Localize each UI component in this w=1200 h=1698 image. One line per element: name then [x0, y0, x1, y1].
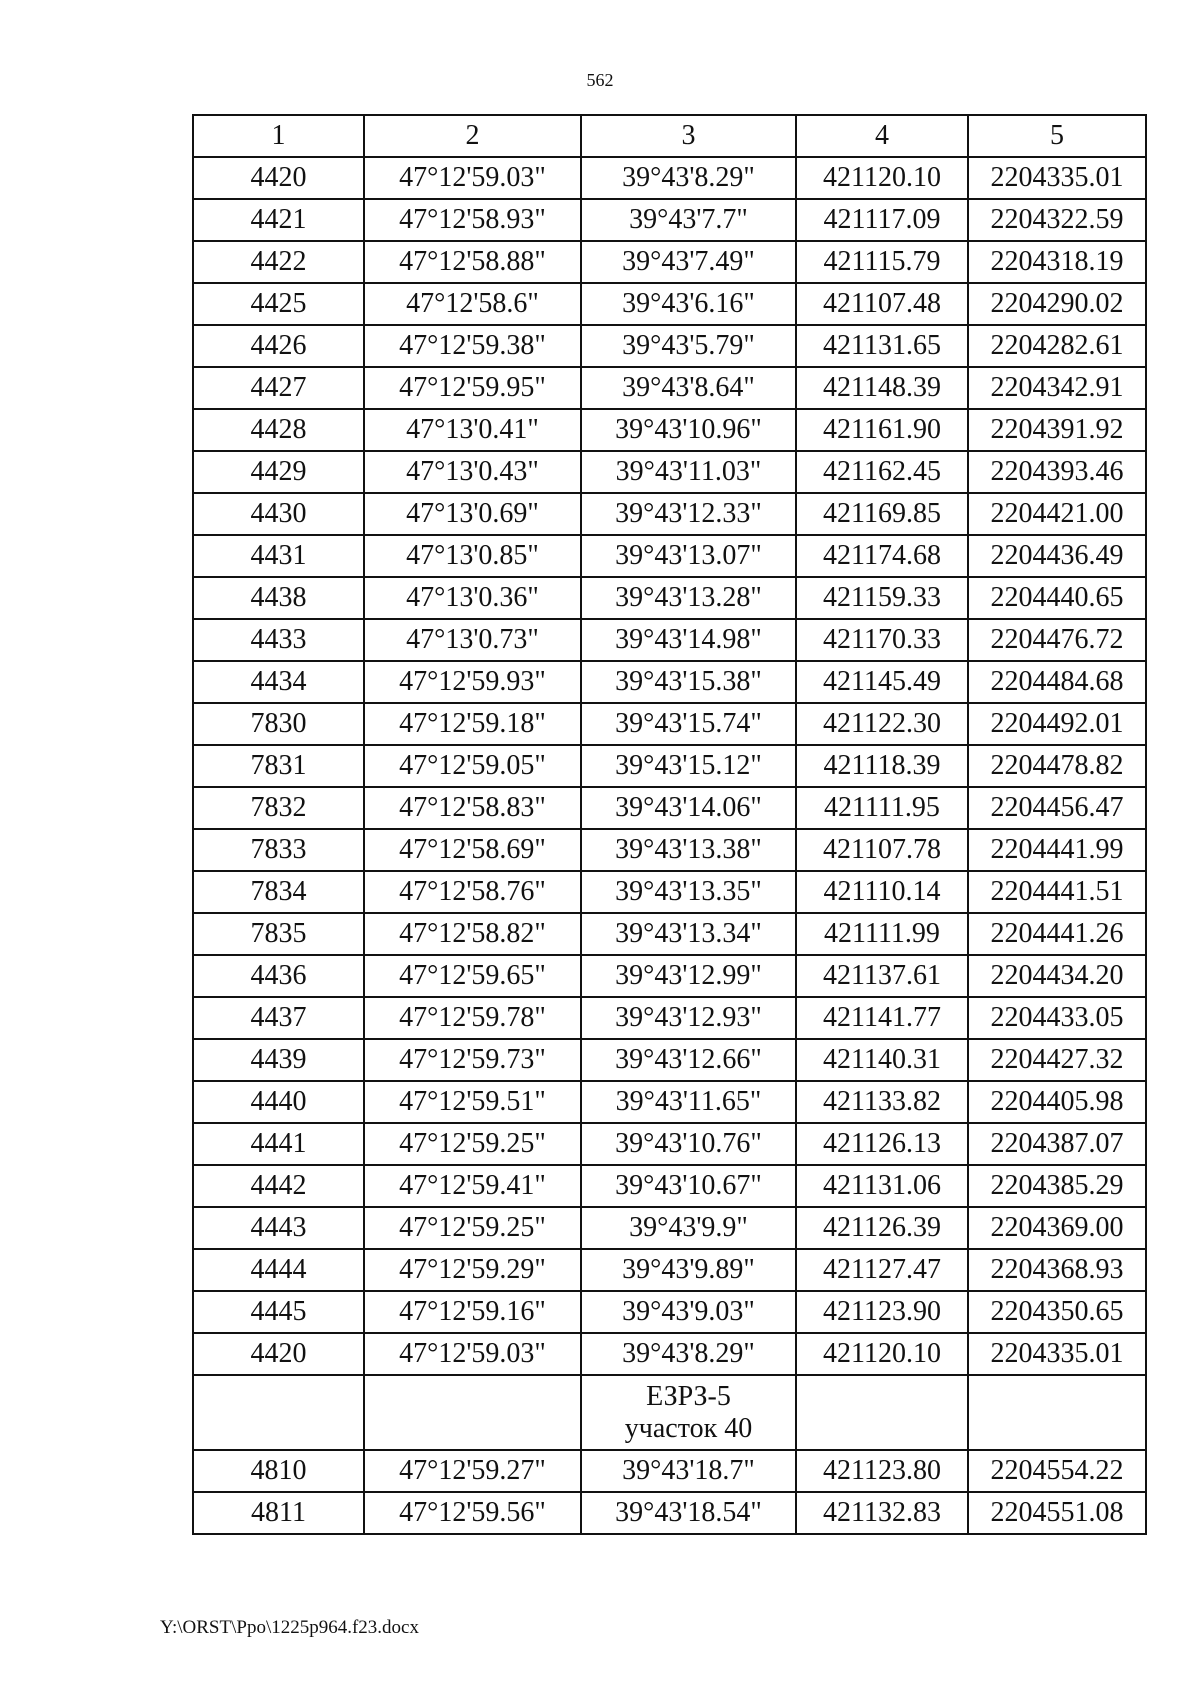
table-cell: 39°43'13.38": [581, 829, 796, 871]
table-cell: 2204441.51: [968, 871, 1146, 913]
table-cell: 39°43'9.89": [581, 1249, 796, 1291]
table-cell: 7834: [193, 871, 364, 913]
table-cell: 47°12'59.29": [364, 1249, 581, 1291]
empty-cell: [364, 1375, 581, 1450]
table-cell: 7830: [193, 703, 364, 745]
table-cell: 2204484.68: [968, 661, 1146, 703]
table-cell: 421126.13: [796, 1123, 968, 1165]
table-cell: 4422: [193, 241, 364, 283]
table-cell: 2204554.22: [968, 1450, 1146, 1492]
table-row: [193, 955, 1146, 997]
table-cell: 39°43'12.93": [581, 997, 796, 1039]
table-cell: 4437: [193, 997, 364, 1039]
table-cell: 421126.39: [796, 1207, 968, 1249]
table-cell: 39°43'12.66": [581, 1039, 796, 1081]
table-cell: 47°12'59.41": [364, 1165, 581, 1207]
table-cell: 421141.77: [796, 997, 968, 1039]
table-cell: 39°43'15.12": [581, 745, 796, 787]
table-cell: 47°12'58.69": [364, 829, 581, 871]
table-cell: 47°12'59.03": [364, 1333, 581, 1375]
table-row: [193, 1249, 1146, 1291]
table-cell: 39°43'12.33": [581, 493, 796, 535]
table-row: [193, 157, 1146, 199]
table-cell: 2204434.20: [968, 955, 1146, 997]
table-row: [193, 703, 1146, 745]
table-cell: 47°12'59.03": [364, 157, 581, 199]
table-row: [193, 367, 1146, 409]
table-cell: 4433: [193, 619, 364, 661]
table-cell: 47°12'59.56": [364, 1492, 581, 1534]
table-row: [193, 409, 1146, 451]
empty-cell: [193, 1375, 364, 1450]
table-row: [193, 283, 1146, 325]
table-cell: 39°43'9.9": [581, 1207, 796, 1249]
table-cell: 2204492.01: [968, 703, 1146, 745]
table-cell: 421111.99: [796, 913, 968, 955]
table-row: [193, 1123, 1146, 1165]
table-row: [193, 241, 1146, 283]
table-cell: 47°12'58.76": [364, 871, 581, 913]
table-cell: 4445: [193, 1291, 364, 1333]
table-cell: 421107.78: [796, 829, 968, 871]
column-header: 2: [364, 115, 581, 157]
table-cell: 4440: [193, 1081, 364, 1123]
table-row: [193, 1291, 1146, 1333]
table-cell: 47°12'59.65": [364, 955, 581, 997]
table-cell: 39°43'8.29": [581, 157, 796, 199]
table-cell: 39°43'10.96": [581, 409, 796, 451]
section-header-row: [193, 1375, 1146, 1450]
table-cell: 2204335.01: [968, 1333, 1146, 1375]
table-cell: 39°43'18.54": [581, 1492, 796, 1534]
table-cell: 4438: [193, 577, 364, 619]
table-cell: 39°43'13.34": [581, 913, 796, 955]
table-row: [193, 199, 1146, 241]
table-cell: 2204342.91: [968, 367, 1146, 409]
table-cell: 2204385.29: [968, 1165, 1146, 1207]
section-title: ЕЗРЗ-5: [646, 1380, 731, 1412]
table-cell: 421162.45: [796, 451, 968, 493]
table-cell: 47°12'59.78": [364, 997, 581, 1039]
table-body: [193, 157, 1146, 1534]
table-cell: 421159.33: [796, 577, 968, 619]
table-cell: 47°13'0.73": [364, 619, 581, 661]
table-cell: 47°12'59.05": [364, 745, 581, 787]
table-row: [193, 1039, 1146, 1081]
table-cell: 39°43'13.28": [581, 577, 796, 619]
table-cell: 47°12'59.51": [364, 1081, 581, 1123]
table-row: [193, 535, 1146, 577]
table-cell: 47°12'59.16": [364, 1291, 581, 1333]
table-header-row: [193, 115, 1146, 157]
table-cell: 4429: [193, 451, 364, 493]
table-cell: 47°12'59.25": [364, 1207, 581, 1249]
table-cell: 4428: [193, 409, 364, 451]
table-cell: 4434: [193, 661, 364, 703]
table-cell: 4431: [193, 535, 364, 577]
column-header: 5: [968, 115, 1146, 157]
table-cell: 2204441.26: [968, 913, 1146, 955]
table-cell: 47°12'58.82": [364, 913, 581, 955]
table-cell: 4420: [193, 157, 364, 199]
table-cell: 2204456.47: [968, 787, 1146, 829]
table-cell: 4427: [193, 367, 364, 409]
table-cell: 39°43'13.07": [581, 535, 796, 577]
column-header: 1: [193, 115, 364, 157]
table-row: [193, 913, 1146, 955]
table-cell: 2204368.93: [968, 1249, 1146, 1291]
table-cell: 39°43'15.38": [581, 661, 796, 703]
table-row: [193, 997, 1146, 1039]
table-cell: 2204318.19: [968, 241, 1146, 283]
footer-file-path: Y:\ORST\Ppo\1225p964.f23.docx: [160, 1617, 419, 1638]
table-cell: 47°12'58.88": [364, 241, 581, 283]
table-cell: 39°43'15.74": [581, 703, 796, 745]
table-row: [193, 829, 1146, 871]
table-row: [193, 577, 1146, 619]
table-cell: 7835: [193, 913, 364, 955]
table-row: [193, 1165, 1146, 1207]
table-cell: 4436: [193, 955, 364, 997]
section-title-cell: [581, 1375, 796, 1450]
table-row: [193, 619, 1146, 661]
table-cell: 4443: [193, 1207, 364, 1249]
table-cell: 421169.85: [796, 493, 968, 535]
empty-cell: [968, 1375, 1146, 1450]
section-subtitle: участок 40: [624, 1412, 753, 1444]
table-cell: 2204433.05: [968, 997, 1146, 1039]
table-cell: 2204436.49: [968, 535, 1146, 577]
table-cell: 421115.79: [796, 241, 968, 283]
table-cell: 47°12'58.83": [364, 787, 581, 829]
table-cell: 2204335.01: [968, 157, 1146, 199]
table-cell: 47°12'59.38": [364, 325, 581, 367]
table-row: [193, 451, 1146, 493]
table-cell: 421133.82: [796, 1081, 968, 1123]
table-row: [193, 871, 1146, 913]
table-cell: 47°13'0.41": [364, 409, 581, 451]
table-cell: 421137.61: [796, 955, 968, 997]
table-cell: 47°12'59.93": [364, 661, 581, 703]
table-cell: 421117.09: [796, 199, 968, 241]
empty-cell: [796, 1375, 968, 1450]
table-cell: 421122.30: [796, 703, 968, 745]
table-cell: 47°13'0.85": [364, 535, 581, 577]
table-cell: 47°12'59.25": [364, 1123, 581, 1165]
table-cell: 421127.47: [796, 1249, 968, 1291]
table-row: [193, 787, 1146, 829]
table-cell: 39°43'11.65": [581, 1081, 796, 1123]
table-cell: 47°13'0.36": [364, 577, 581, 619]
table-cell: 47°12'58.93": [364, 199, 581, 241]
table-cell: 4439: [193, 1039, 364, 1081]
table-cell: 2204405.98: [968, 1081, 1146, 1123]
table-cell: 421107.48: [796, 283, 968, 325]
table-cell: 39°43'18.7": [581, 1450, 796, 1492]
table-row: [193, 1207, 1146, 1249]
table-cell: 2204391.92: [968, 409, 1146, 451]
table-cell: 7831: [193, 745, 364, 787]
table-cell: 421111.95: [796, 787, 968, 829]
table-row: [193, 325, 1146, 367]
table-cell: 2204369.00: [968, 1207, 1146, 1249]
table-cell: 421118.39: [796, 745, 968, 787]
table-cell: 2204441.99: [968, 829, 1146, 871]
table-cell: 39°43'14.06": [581, 787, 796, 829]
table-row: [193, 1492, 1146, 1534]
table-cell: 4421: [193, 199, 364, 241]
table-cell: 4810: [193, 1450, 364, 1492]
table-cell: 2204322.59: [968, 199, 1146, 241]
page-number: 562: [586, 70, 614, 90]
table-cell: 39°43'5.79": [581, 325, 796, 367]
table-cell: 421123.90: [796, 1291, 968, 1333]
table-cell: 2204476.72: [968, 619, 1146, 661]
table-cell: 2204350.65: [968, 1291, 1146, 1333]
table-cell: 39°43'9.03": [581, 1291, 796, 1333]
table-cell: 47°13'0.69": [364, 493, 581, 535]
table-cell: 47°12'58.6": [364, 283, 581, 325]
table-cell: 2204427.32: [968, 1039, 1146, 1081]
table-cell: 4425: [193, 283, 364, 325]
table-cell: 4441: [193, 1123, 364, 1165]
table-cell: 4442: [193, 1165, 364, 1207]
table-row: [193, 1450, 1146, 1492]
table-cell: 2204478.82: [968, 745, 1146, 787]
table-cell: 421131.06: [796, 1165, 968, 1207]
table-row: [193, 493, 1146, 535]
table-cell: 7832: [193, 787, 364, 829]
table-cell: 421132.83: [796, 1492, 968, 1534]
table-cell: 39°43'8.64": [581, 367, 796, 409]
table-cell: 39°43'14.98": [581, 619, 796, 661]
column-header: 4: [796, 115, 968, 157]
table-cell: 2204387.07: [968, 1123, 1146, 1165]
table-cell: 7833: [193, 829, 364, 871]
table-cell: 421174.68: [796, 535, 968, 577]
table-cell: 2204440.65: [968, 577, 1146, 619]
table-cell: 39°43'12.99": [581, 955, 796, 997]
table-cell: 421120.10: [796, 1333, 968, 1375]
table-cell: 4444: [193, 1249, 364, 1291]
table-cell: 39°43'6.16": [581, 283, 796, 325]
table-cell: 39°43'7.7": [581, 199, 796, 241]
table-cell: 421170.33: [796, 619, 968, 661]
table-cell: 2204282.61: [968, 325, 1146, 367]
table-cell: 47°12'59.73": [364, 1039, 581, 1081]
table-cell: 421120.10: [796, 157, 968, 199]
table-cell: 2204421.00: [968, 493, 1146, 535]
table-cell: 4420: [193, 1333, 364, 1375]
table-row: [193, 661, 1146, 703]
table-cell: 4430: [193, 493, 364, 535]
table-cell: 2204551.08: [968, 1492, 1146, 1534]
table-cell: 421161.90: [796, 409, 968, 451]
table-cell: 2204290.02: [968, 283, 1146, 325]
table-cell: 39°43'13.35": [581, 871, 796, 913]
table-cell: 421140.31: [796, 1039, 968, 1081]
coordinates-table: [192, 114, 1147, 1535]
table-cell: 47°13'0.43": [364, 451, 581, 493]
table-cell: 421110.14: [796, 871, 968, 913]
table-cell: 421148.39: [796, 367, 968, 409]
table-cell: 39°43'10.76": [581, 1123, 796, 1165]
table-cell: 47°12'59.27": [364, 1450, 581, 1492]
table-row: [193, 1081, 1146, 1123]
table-cell: 421145.49: [796, 661, 968, 703]
table-cell: 39°43'10.67": [581, 1165, 796, 1207]
table-cell: 4811: [193, 1492, 364, 1534]
table-row: [193, 1333, 1146, 1375]
table-cell: 39°43'7.49": [581, 241, 796, 283]
column-header: 3: [581, 115, 796, 157]
table-cell: 4426: [193, 325, 364, 367]
table-cell: 2204393.46: [968, 451, 1146, 493]
table-cell: 47°12'59.95": [364, 367, 581, 409]
table-cell: 421123.80: [796, 1450, 968, 1492]
table-cell: 47°12'59.18": [364, 703, 581, 745]
table-row: [193, 745, 1146, 787]
table-cell: 39°43'11.03": [581, 451, 796, 493]
table-cell: 421131.65: [796, 325, 968, 367]
table-cell: 39°43'8.29": [581, 1333, 796, 1375]
